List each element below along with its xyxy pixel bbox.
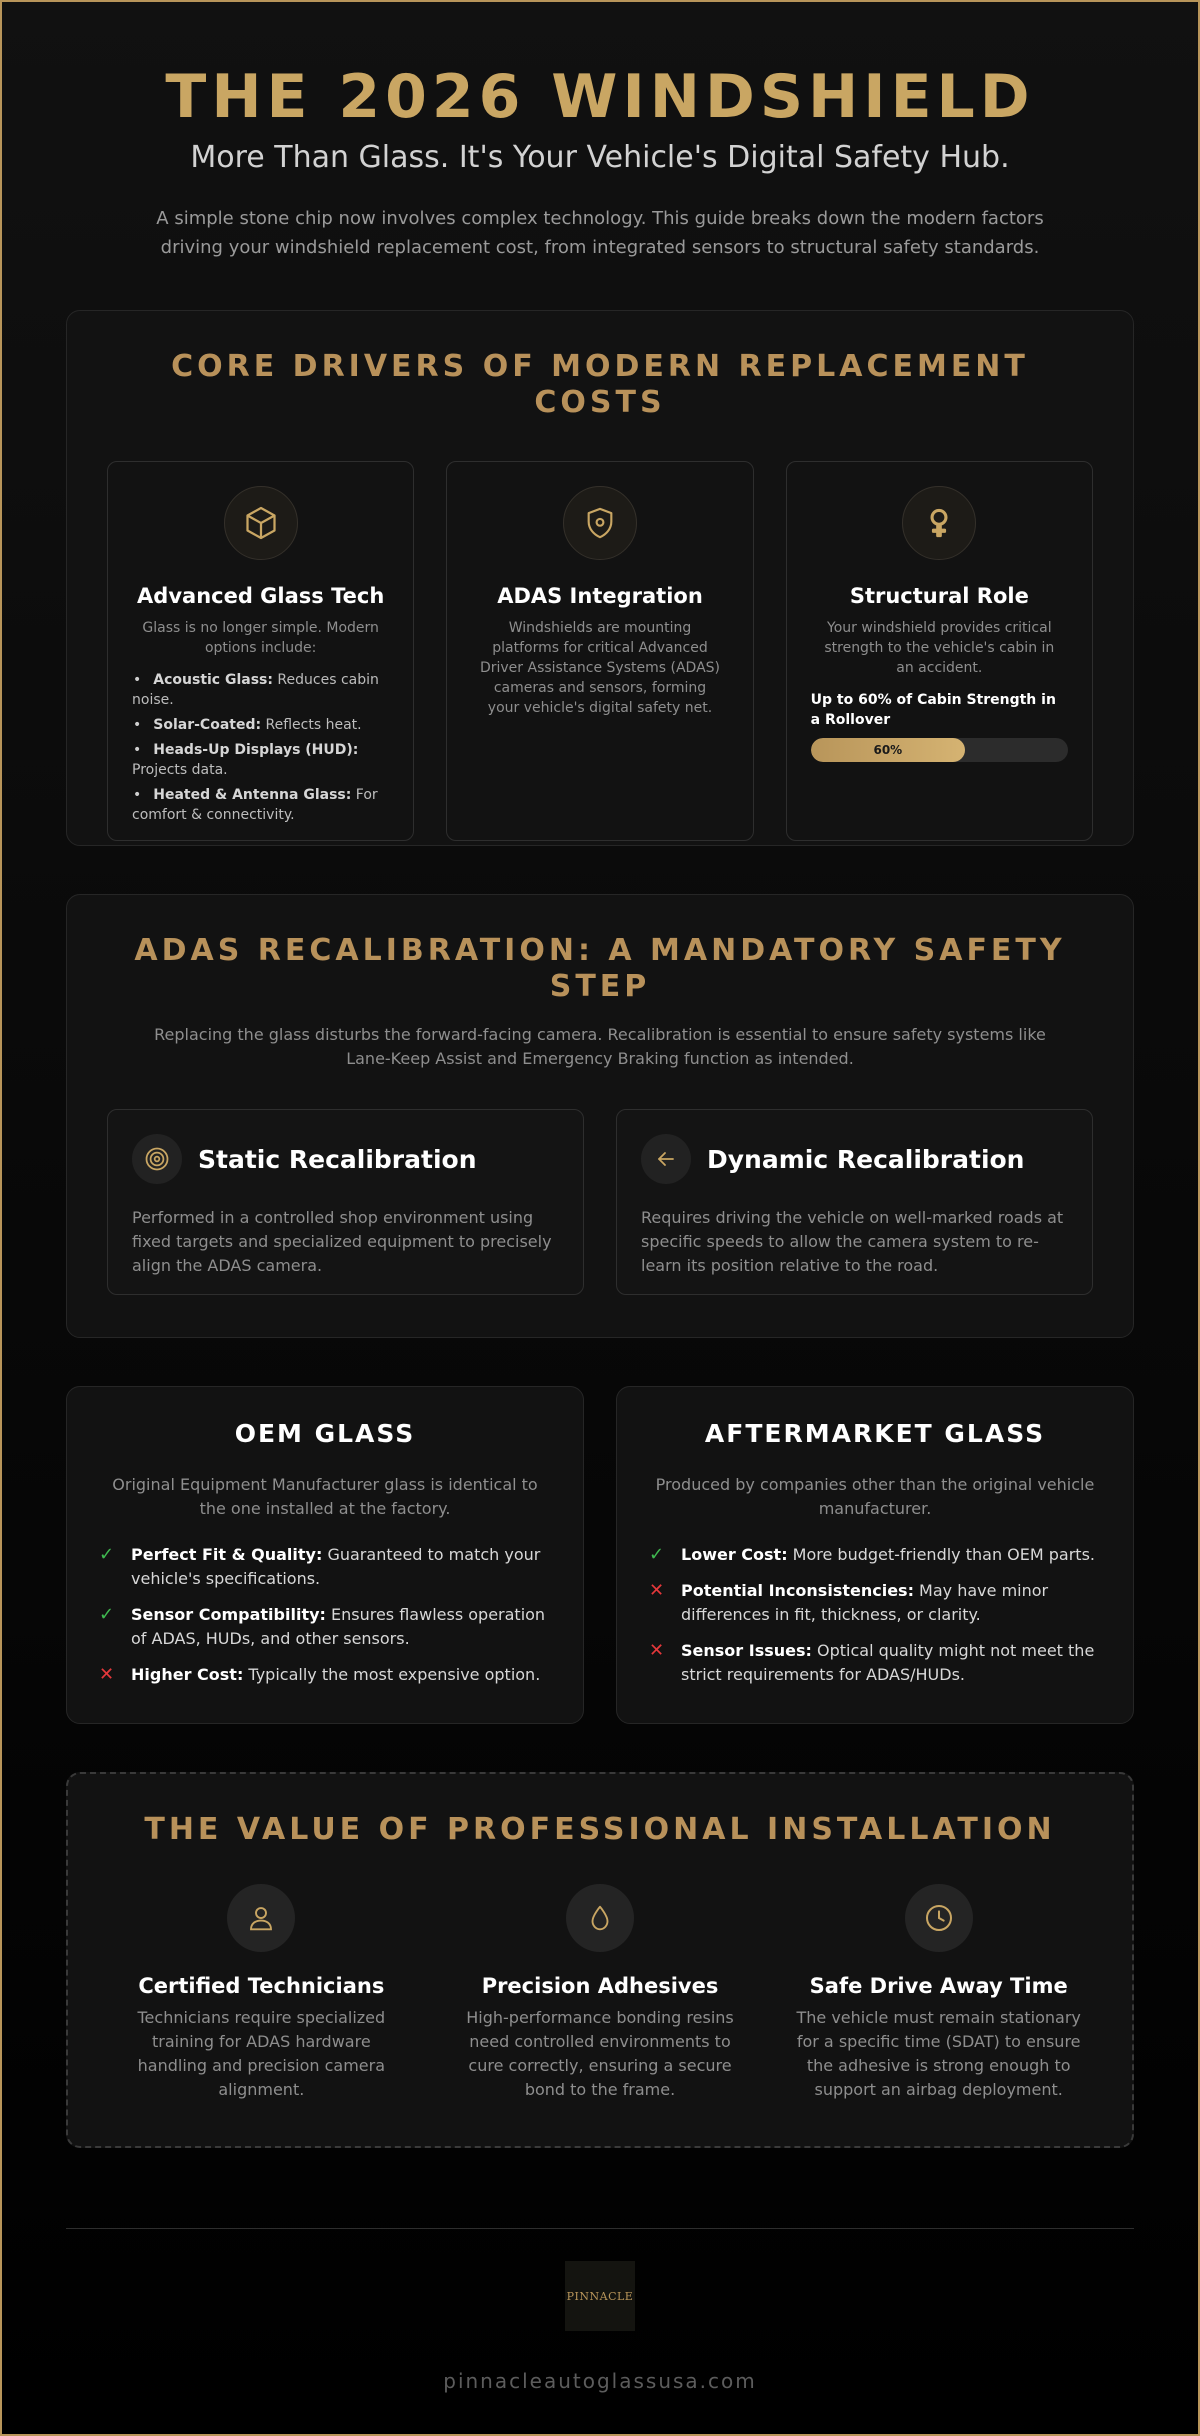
x-icon: ✕ <box>649 1580 665 1601</box>
glass-card-desc: Produced by companies other than the original vehicle manufacturer. <box>655 1475 1095 1518</box>
droplet-icon <box>566 1884 634 1952</box>
static-recalibration-card <box>107 1109 584 1295</box>
glass-card-title: AFTERMARKET GLASS <box>704 1419 1046 1448</box>
recal-desc: Requires driving the vehicle on well-marked roads at specific speeds to allow the camera system to re-learn its position relative to the road. <box>641 1208 1064 1275</box>
value-col-title: Certified Technicians <box>138 1974 385 1998</box>
oem-glass-card <box>66 1386 584 1724</box>
recal-title: Static Recalibration <box>198 1144 477 1174</box>
list-item: • Heads-Up Displays (HUD): Projects data. <box>132 740 389 780</box>
core-card-desc: Glass is no longer simple. Modern options include: <box>142 620 379 656</box>
value-title: THE VALUE OF PROFESSIONAL INSTALLATION <box>144 1812 1056 1847</box>
cabin-strength-fill: 60% <box>811 738 965 762</box>
recal-desc: Performed in a controlled shop environment using fixed targets and specialized equipment to precisely align the ADAS camera. <box>132 1208 552 1275</box>
shield-icon <box>563 486 637 560</box>
core-card-title: ADAS Integration <box>497 584 703 608</box>
oem-points-list <box>99 1543 551 1687</box>
recal-title: Dynamic Recalibration <box>707 1144 1025 1174</box>
core-card-desc: Windshields are mounting platforms for critical Advanced Driver Assistance Systems (ADAS) cameras and sensors, forming your vehicle's digital safety net. <box>479 620 720 716</box>
cube-icon <box>224 486 298 560</box>
list-item: ✕ Potential Inconsistencies: May have minor differences in fit, thickness, or clarity. <box>649 1579 1101 1627</box>
adas-section <box>66 894 1134 1338</box>
check-icon: ✓ <box>649 1544 665 1565</box>
arrow-left-icon <box>641 1134 691 1184</box>
list-item: ✓ Lower Cost: More budget-friendly than OEM parts. <box>649 1544 1095 1565</box>
value-col-sdat <box>785 1884 1092 2102</box>
dynamic-recalibration-card <box>616 1109 1093 1295</box>
list-item: ✓ Sensor Compatibility: Ensures flawless operation of ADAS, HUDs, and other sensors. <box>99 1603 551 1651</box>
core-card-title: Structural Role <box>849 584 1029 608</box>
core-drivers-section <box>66 310 1134 846</box>
core-card-adas <box>446 461 753 841</box>
core-card-desc: Your windshield provides critical strength to the vehicle's cabin in an accident. <box>824 620 1055 676</box>
x-icon: ✕ <box>99 1664 115 1685</box>
list-item: ✕ Sensor Issues: Optical quality might not meet the strict requirements for ADAS/HUDs. <box>649 1639 1101 1687</box>
adas-title: ADAS RECALIBRATION: A MANDATORY SAFETY STEP <box>134 933 1066 1004</box>
page-subtitle: More Than Glass. It's Your Vehicle's Digital Safety Hub. <box>190 140 1010 175</box>
core-card-structural <box>786 461 1093 841</box>
check-icon: ✓ <box>99 1544 115 1565</box>
list-item: • Acoustic Glass: Reduces cabin noise. <box>132 670 389 710</box>
glass-options-list <box>132 670 389 825</box>
value-col-title: Precision Adhesives <box>481 1974 719 1998</box>
target-icon <box>132 1134 182 1184</box>
page-title: THE 2026 WINDSHIELD <box>165 62 1035 132</box>
clock-icon <box>905 1884 973 1952</box>
list-item: • Solar-Coated: Reflects heat. <box>132 715 389 735</box>
core-card-glass-tech <box>107 461 414 841</box>
value-col-adhesives <box>447 1884 754 2102</box>
glass-comparison <box>66 1386 1134 1724</box>
hero-intro: A simple stone chip now involves complex technology. This guide breaks down the modern factors driving your windshield replacement cost, from integrated sensors to structural safety standards. <box>156 208 1044 258</box>
hero <box>66 2 1134 262</box>
glass-card-desc: Original Equipment Manufacturer glass is identical to the one installed at the factory. <box>112 1475 538 1518</box>
cabin-strength-label: Up to 60% of Cabin Strength in a Rollover <box>810 692 1056 728</box>
value-col-desc: High-performance bonding resins need controlled environments to cure correctly, ensuring a secure bond to the frame. <box>466 2008 734 2099</box>
professional-installation-section <box>66 1772 1134 2148</box>
list-item: • Heated & Antenna Glass: For comfort & connectivity. <box>132 785 389 825</box>
value-col-desc: Technicians require specialized training for ADAS hardware handling and precision camera alignment. <box>137 2008 386 2099</box>
weight-icon <box>902 486 976 560</box>
brand-logo[interactable]: PINNACLE <box>565 2261 635 2331</box>
value-col-title: Safe Drive Away Time <box>809 1974 1068 1998</box>
list-item: ✓ Perfect Fit & Quality: Guaranteed to match your vehicle's specifications. <box>99 1543 551 1591</box>
user-icon <box>227 1884 295 1952</box>
cabin-strength-bar <box>811 738 1068 762</box>
footer-divider <box>66 2228 1134 2229</box>
list-item: ✕ Higher Cost: Typically the most expensive option. <box>99 1664 541 1685</box>
aftermarket-glass-card <box>616 1386 1134 1724</box>
core-card-title: Advanced Glass Tech <box>137 584 385 608</box>
footer-url[interactable]: pinnacleautoglassusa.com <box>443 2369 757 2393</box>
glass-card-title: OEM GLASS <box>234 1419 416 1448</box>
value-col-technicians <box>108 1884 415 2102</box>
core-drivers-title: CORE DRIVERS OF MODERN REPLACEMENT COSTS <box>171 349 1029 420</box>
adas-intro: Replacing the glass disturbs the forward-facing camera. Recalibration is essential to ensure safety systems like Lane-Keep Assist and Emergency Braking function as intended. <box>154 1025 1046 1068</box>
aftermarket-points-list <box>649 1543 1101 1687</box>
value-col-desc: The vehicle must remain stationary for a specific time (SDAT) to ensure the adhesive is strong enough to support an airbag deployment. <box>796 2008 1081 2099</box>
footer <box>66 2261 1134 2393</box>
check-icon: ✓ <box>99 1604 115 1625</box>
x-icon: ✕ <box>649 1640 665 1661</box>
